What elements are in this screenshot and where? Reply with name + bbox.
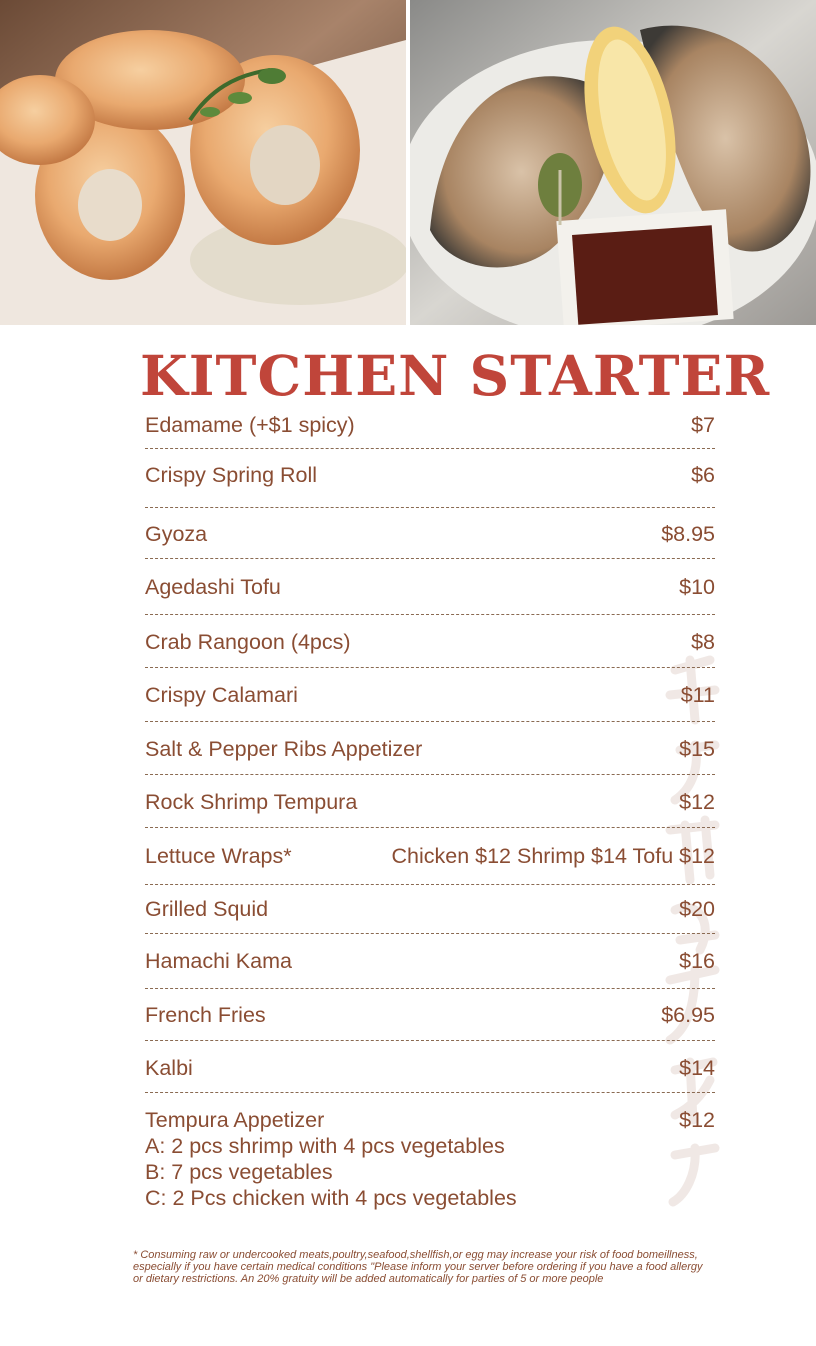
item-name: Crispy Spring Roll	[145, 462, 318, 487]
photo-banner	[0, 0, 816, 325]
menu-item	[145, 559, 715, 615]
item-name: Gyoza	[145, 521, 208, 546]
item-name: Agedashi Tofu	[145, 574, 281, 599]
menu-item	[145, 934, 715, 989]
item-name: Grilled Squid	[145, 896, 269, 921]
item-name: Edamame (+$1 spicy)	[145, 413, 355, 437]
item-name: Tempura Appetizer	[145, 1107, 325, 1132]
menu-item	[145, 615, 715, 668]
menu-item	[145, 885, 715, 934]
menu-item-tempura	[145, 1093, 715, 1211]
page-title: KITCHEN STARTER	[140, 343, 771, 408]
item-price: $11	[680, 682, 715, 707]
item-name: Lettuce Wraps*	[145, 843, 292, 868]
item-price: $8.95	[661, 521, 715, 546]
item-name: Hamachi Kama	[145, 948, 292, 973]
item-name: Rock Shrimp Tempura	[145, 789, 358, 814]
item-price: $6.95	[661, 1002, 715, 1027]
item-price: $10	[679, 574, 715, 599]
disclaimer-line: * Consuming raw or undercooked meats,poultry,seafood,shellfish,or egg may increase your risk of food bomeillness,	[133, 1249, 698, 1261]
item-price: $8	[691, 629, 715, 654]
item-price: $7	[691, 413, 715, 437]
item-name: Crab Rangoon (4pcs)	[145, 629, 351, 654]
tempura-option: C: 2 Pcs chicken with 4 pcs vegetables	[145, 1185, 517, 1210]
disclaimer	[133, 1249, 753, 1286]
item-price: $6	[691, 462, 715, 487]
menu-item	[145, 668, 715, 722]
disclaimer-line: or dietary restrictions. An 20% gratuity will be added automatically for parties of 5 or more people	[133, 1273, 604, 1286]
tempura-option: A: 2 pcs shrimp with 4 pcs vegetables	[145, 1133, 505, 1158]
menu-item	[145, 449, 715, 508]
item-price: $14	[679, 1055, 715, 1080]
item-price: $16	[679, 948, 715, 973]
tempura-header	[145, 1107, 715, 1133]
item-price: $20	[679, 896, 715, 921]
menu-item	[145, 722, 715, 775]
item-price: Chicken $12 Shrimp $14 Tofu $12	[391, 843, 715, 868]
menu-item	[145, 828, 715, 885]
menu-item	[145, 404, 715, 449]
grilled-fish-collar-photo	[410, 0, 816, 325]
item-price: $12	[679, 789, 715, 814]
tempura-option: B: 7 pcs vegetables	[145, 1159, 333, 1184]
item-price: $12	[679, 1107, 715, 1132]
item-name: Crispy Calamari	[145, 682, 298, 707]
menu-item	[145, 775, 715, 828]
disclaimer-line: especially if you have certain medical conditions "Please inform your server before ordering if you have a food allergy	[133, 1261, 703, 1274]
menu-item	[145, 989, 715, 1041]
menu-list	[145, 404, 715, 1211]
item-name: Kalbi	[145, 1055, 193, 1080]
item-price: $15	[679, 736, 715, 761]
fried-shrimp-photo	[0, 0, 406, 325]
item-name: French Fries	[145, 1002, 266, 1027]
menu-item	[145, 508, 715, 559]
menu-item	[145, 1041, 715, 1093]
item-name: Salt & Pepper Ribs Appetizer	[145, 736, 423, 761]
